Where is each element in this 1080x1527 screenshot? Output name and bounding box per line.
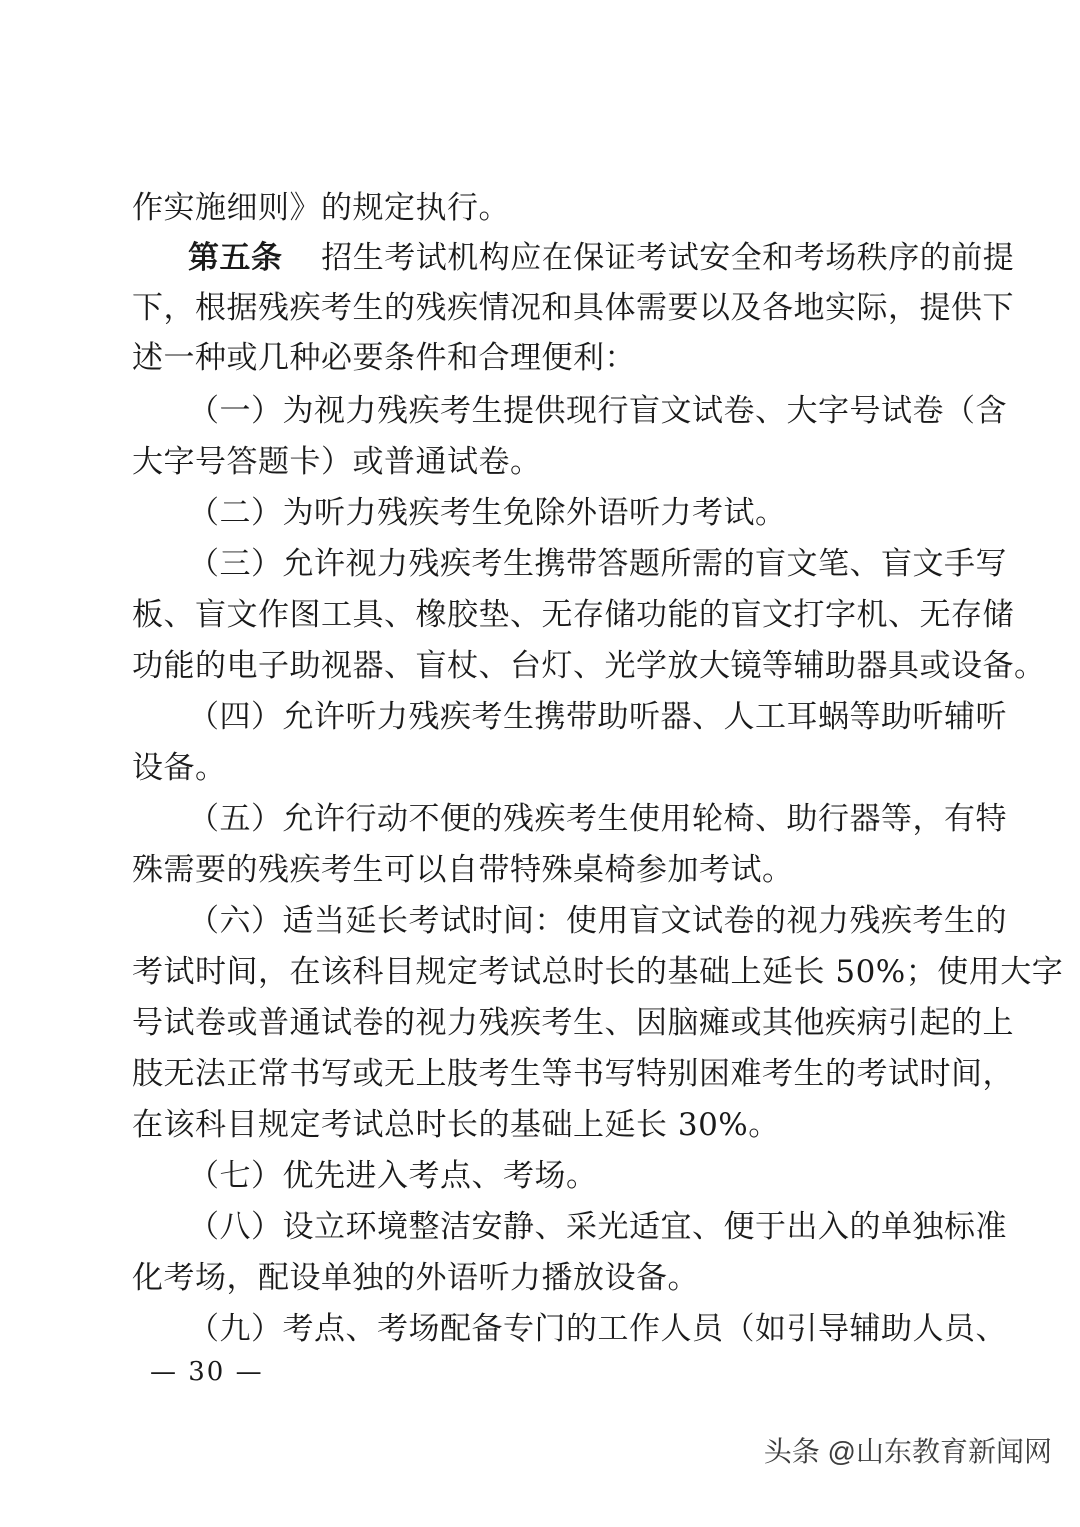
text-line: 下，根据残疾考生的残疾情况和具体需要以及各地实际，提供下 bbox=[132, 290, 1014, 326]
text-line: 号试卷或普通试卷的视力残疾考生、因脑瘫或其他疾病引起的上 bbox=[132, 1005, 1014, 1041]
article-text: 招生考试机构应在保证考试安全和考场秩序的前提 bbox=[321, 240, 1015, 276]
text-line: 在该科目规定考试总时长的基础上延长 30%。 bbox=[132, 1107, 780, 1143]
text-line: （五）允许行动不便的残疾考生使用轮椅、助行器等，有特 bbox=[188, 801, 1007, 837]
text-line: 述一种或几种必要条件和合理便利： bbox=[132, 340, 636, 376]
text-line: （七）优先进入考点、考场。 bbox=[188, 1158, 598, 1194]
text-line: 设备。 bbox=[132, 750, 227, 786]
text-line: （四）允许听力残疾考生携带助听器、人工耳蜗等助听辅听 bbox=[188, 699, 1007, 735]
article-heading: 第五条 bbox=[188, 240, 283, 276]
text-line: 肢无法正常书写或无上肢考生等书写特别困难考生的考试时间， bbox=[132, 1056, 1014, 1092]
text-line: （三）允许视力残疾考生携带答题所需的盲文笔、盲文手写 bbox=[188, 546, 1007, 582]
text-line: （九）考点、考场配备专门的工作人员（如引导辅助人员、 bbox=[188, 1311, 1007, 1347]
text-line: 大字号答题卡）或普通试卷。 bbox=[132, 444, 542, 480]
text-line: （八）设立环境整洁安静、采光适宜、便于出入的单独标准 bbox=[188, 1209, 1007, 1245]
text-line: 考试时间，在该科目规定考试总时长的基础上延长 50%；使用大字 bbox=[132, 954, 1064, 990]
article-line bbox=[188, 238, 1015, 278]
text-line: 作实施细则》的规定执行。 bbox=[132, 190, 510, 226]
watermark: 头条 @山东教育新闻网 bbox=[763, 1436, 1052, 1467]
text-line: （一）为视力残疾考生提供现行盲文试卷、大字号试卷（含 bbox=[188, 393, 1007, 429]
text-line: 板、盲文作图工具、橡胶垫、无存储功能的盲文打字机、无存储 bbox=[132, 597, 1014, 633]
text-line: 化考场，配设单独的外语听力播放设备。 bbox=[132, 1260, 699, 1296]
text-line: 殊需要的残疾考生可以自带特殊桌椅参加考试。 bbox=[132, 852, 794, 888]
page-number: — 30 — bbox=[150, 1357, 264, 1387]
text-line: （六）适当延长考试时间：使用盲文试卷的视力残疾考生的 bbox=[188, 903, 1007, 939]
text-line: （二）为听力残疾考生免除外语听力考试。 bbox=[188, 495, 787, 531]
text-line: 功能的电子助视器、盲杖、台灯、光学放大镜等辅助器具或设备。 bbox=[132, 648, 1046, 684]
